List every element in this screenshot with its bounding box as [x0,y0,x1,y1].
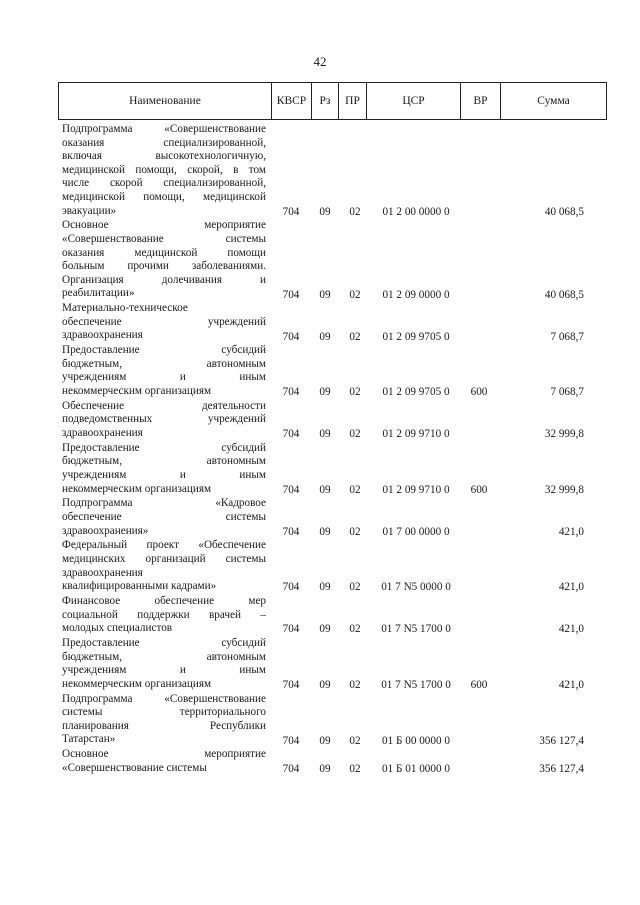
row-name-line: учреждениям и иным [62,664,266,677]
cell-sum: 421,0 [558,678,584,691]
cell-sum: 32 999,8 [544,483,584,496]
cell-rz: 09 [319,288,331,301]
cell-vr [462,581,496,595]
row-name-line: больным прочими заболеваниями. [62,260,266,273]
cell-kvsr: 704 [282,762,300,775]
cell-kvsr: 704 [282,205,300,218]
row-name-line: Основное мероприятие [62,219,266,232]
cell-vr [462,428,496,442]
cell-sum: 7 068,7 [550,330,584,343]
row-name-line: Федеральный проект «Обеспечение [62,539,266,552]
cell-kvsr: 704 [282,623,300,636]
row-name-line: эвакуации» [62,204,117,217]
row-name-line: включая высокотехнологичную, [62,150,266,163]
cell-rz: 09 [319,330,331,343]
cell-kvsr: 704 [282,734,300,747]
row-name-line: здравоохранения [62,566,143,579]
row-name-line: молодых специалистов [62,622,173,635]
row-name-line: Организация долечивания и [62,273,266,286]
table-row [0,344,640,400]
cell-vr [462,206,496,220]
row-name-line: оказания медицинской помощи [62,246,266,259]
cell-kvsr: 704 [282,483,300,496]
cell-kvsr: 704 [282,330,300,343]
row-name [62,539,266,593]
cell-csr: 01 7 00 0000 0 [382,525,450,538]
table-row [0,637,640,693]
table-row [0,123,640,219]
row-name-line: бюджетным, автономным [62,357,266,370]
row-name-line: оказания специализированной, [62,136,266,149]
cell-rz: 09 [319,525,331,538]
cell-pr: 02 [349,734,361,747]
cell-pr: 02 [349,483,361,496]
cell-pr: 02 [349,386,361,399]
cell-csr: 01 2 09 9705 0 [382,386,450,399]
cell-pr: 02 [349,205,361,218]
cell-pr: 02 [349,330,361,343]
column-header-name: Наименование [59,83,272,119]
row-name-line: обеспечение учреждений [62,315,266,328]
cell-vr: 600 [470,386,488,399]
cell-pr: 02 [349,581,361,594]
table-row [0,302,640,344]
cell-vr [462,289,496,303]
cell-vr [462,526,496,540]
row-name [62,693,266,747]
row-name-line: некоммерческим организациям [62,482,212,495]
row-name-line: Предоставление субсидий [62,441,266,454]
cell-rz: 09 [319,483,331,496]
cell-csr: 01 7 N5 1700 0 [381,678,451,691]
row-name [62,344,266,398]
row-name-line: Материально-техническое [62,302,188,315]
cell-csr: 01 2 09 0000 0 [382,288,450,301]
cell-kvsr: 704 [282,525,300,538]
row-name-line: бюджетным, автономным [62,455,266,468]
cell-kvsr: 704 [282,428,300,441]
row-name-line: некоммерческим организациям [62,384,212,397]
cell-pr: 02 [349,678,361,691]
cell-csr: 01 7 N5 0000 0 [381,581,451,594]
row-name-line: Финансовое обеспечение мер [62,594,266,607]
cell-rz: 09 [319,623,331,636]
cell-vr [462,735,496,749]
cell-pr: 02 [349,762,361,775]
row-name-line: медицинской помощи, медицинской [62,190,266,203]
table-row [0,539,640,595]
cell-vr [462,763,496,777]
row-name [62,637,266,691]
cell-pr: 02 [349,525,361,538]
column-header-csr: ЦСР [367,83,461,119]
cell-kvsr: 704 [282,581,300,594]
page-number: 42 [313,54,327,69]
table-row [0,595,640,637]
row-name-line: социальной поддержки врачей – [62,608,266,621]
cell-rz: 09 [319,428,331,441]
cell-rz: 09 [319,734,331,747]
table-header [58,82,607,120]
cell-sum: 32 999,8 [544,428,584,441]
table-row [0,693,640,749]
row-name-line: бюджетным, автономным [62,650,266,663]
cell-csr: 01 2 09 9710 0 [382,428,450,441]
row-name [62,497,266,538]
cell-sum: 421,0 [558,581,584,594]
row-name-line: Обеспечение деятельности [62,399,266,412]
row-name-line: подведомственных учреждений [62,413,266,426]
row-name-line: реабилитации» [62,287,135,300]
row-name-line: числе скорой специализированной, [62,177,266,190]
cell-rz: 09 [319,386,331,399]
row-name-line: медицинских организаций системы [62,552,266,565]
cell-sum: 421,0 [558,525,584,538]
row-name-line: здравоохранения [62,426,143,439]
cell-pr: 02 [349,428,361,441]
row-name-line: учреждениям и иным [62,468,266,481]
cell-vr: 600 [470,678,488,691]
row-name-line: здравоохранения [62,329,143,342]
cell-pr: 02 [349,288,361,301]
column-header-rz: Рз [312,83,339,119]
cell-csr: 01 2 09 9705 0 [382,330,450,343]
cell-vr [462,331,496,345]
cell-vr: 600 [470,483,488,496]
cell-sum: 356 127,4 [539,734,584,747]
row-name-line: здравоохранения» [62,524,149,537]
row-name-line: обеспечение системы [62,510,266,523]
column-header-kvsr: КВСР [272,83,312,119]
cell-kvsr: 704 [282,288,300,301]
row-name-line: квалифицированными кадрами» [62,580,217,593]
row-name [62,442,266,496]
row-name-line: некоммерческим организациям [62,677,212,690]
row-name-line: Подпрограмма «Совершенствование [62,123,266,135]
row-name [62,302,266,343]
table-body [0,123,640,777]
row-name [62,748,266,775]
cell-csr: 01 2 09 9710 0 [382,483,450,496]
row-name-line: Татарстан» [62,733,116,746]
cell-pr: 02 [349,623,361,636]
table-row [0,219,640,302]
row-name-line: Предоставление субсидий [62,636,266,649]
row-name-line: «Совершенствование системы [62,761,207,774]
cell-vr [462,623,496,637]
table-row [0,400,640,442]
row-name-line: Подпрограмма «Кадровое [62,497,266,510]
cell-rz: 09 [319,205,331,218]
row-name-line: системы территориального [62,706,266,719]
row-name-line: Предоставление субсидий [62,344,266,357]
row-name-line: медицинской помощи, скорой, в том [62,163,266,176]
column-header-vr: ВР [461,83,501,119]
cell-sum: 40 068,5 [544,205,584,218]
cell-rz: 09 [319,581,331,594]
row-name [62,219,266,301]
column-header-sum: Сумма [537,95,570,107]
cell-sum: 7 068,7 [550,386,584,399]
row-name [62,400,266,441]
cell-sum: 40 068,5 [544,288,584,301]
cell-kvsr: 704 [282,678,300,691]
cell-sum: 421,0 [558,623,584,636]
table-row [0,497,640,539]
cell-kvsr: 704 [282,386,300,399]
row-name-line: планирования Республики [62,719,266,732]
row-name-line: учреждениям и иным [62,371,266,384]
row-name [62,123,266,218]
cell-sum: 356 127,4 [539,762,584,775]
row-name [62,595,266,636]
cell-rz: 09 [319,762,331,775]
cell-rz: 09 [319,678,331,691]
table-row [0,748,640,776]
cell-csr: 01 2 00 0000 0 [382,205,450,218]
column-header-pr: ПР [339,83,367,119]
row-name-line: «Совершенствование системы [62,232,266,245]
row-name-line: Основное мероприятие [62,748,266,761]
row-name-line: Подпрограмма «Совершенствование [62,692,266,705]
cell-csr: 01 Б 01 0000 0 [382,762,450,775]
table-row [0,442,640,498]
cell-csr: 01 7 N5 1700 0 [381,623,451,636]
cell-csr: 01 Б 00 0000 0 [382,734,450,747]
